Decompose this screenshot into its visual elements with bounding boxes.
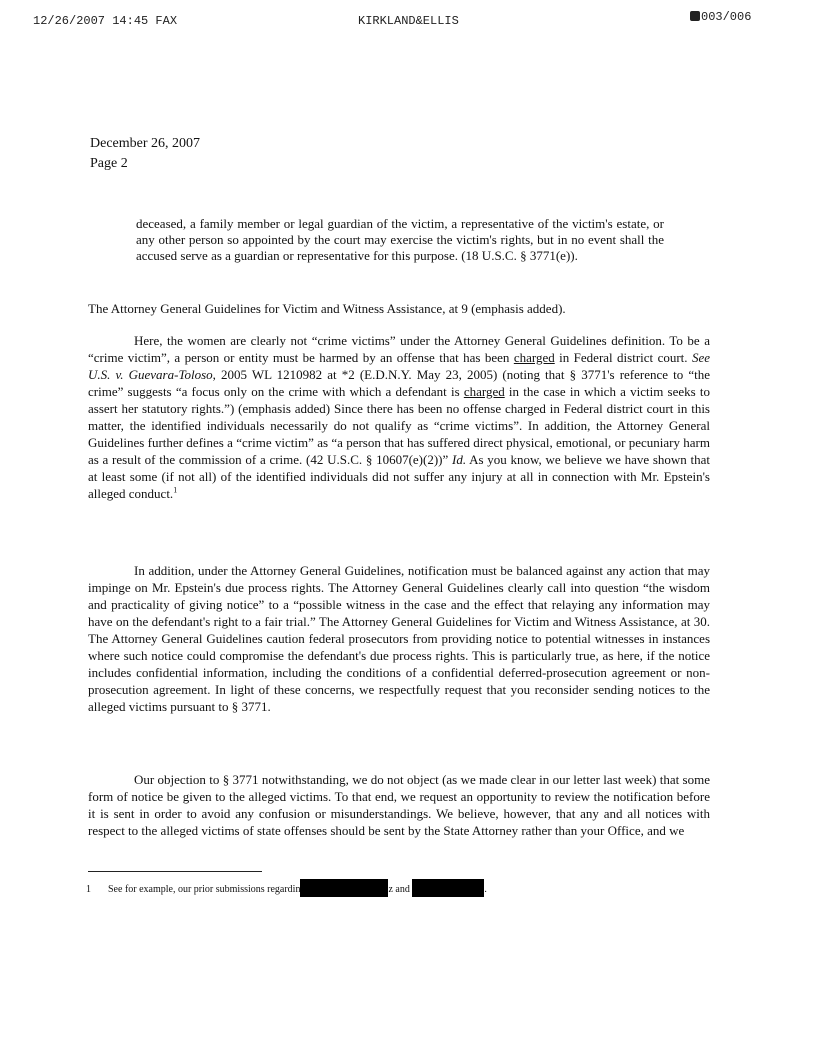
paragraph-due-process: In addition, under the Attorney General Guidelines, notification must be balanced against any action that may impinge on Mr. Epstein's due process rights. The Attorney General Guidelines clearly call into question “the wisdom and practicality of giving notice” to a “possible witness in the case and the effect that relaying any information may have on the defendant's right to a fair trial.” The Attorney General Guidelines for Victim and Witness Assistance, at 30. The Attorney General Guidelines caution federal prosecutors from providing notice to potential witnesses in instances where such notice could compromise the defendant's due process rights. This is particularly true, as here, if the notice includes confidential information, including the conditions of a confidential deferred-prosecution agreement or non-prosecution agreement. In light of these concerns, we respectfully request that you reconsider sending notices to the alleged victims pursuant to § 3771. [88,563,710,714]
fax-sender: KIRKLAND&ELLIS [358,14,459,28]
footnote: 1 See for example, our prior submissions regardin z and . [86,879,487,898]
fax-header [0,10,816,30]
block-quote: deceased, a family member or legal guardian of the victim, a representative of the victim's estate, or any other person so appointed by the court may exercise the victim's rights, but in no event shall the accused serve as a guardian or representative for this purpose. (18 U.S.C. § 3771(e)). [136,216,664,263]
quote-source: The Attorney General Guidelines for Victim and Witness Assistance, at 9 (emphasis added). [88,301,566,316]
redaction-block [412,879,484,897]
fax-page-number: 003/006 [701,10,752,24]
footnote-divider [88,871,262,872]
fax-page-icon [690,11,700,21]
redaction-block [300,879,388,897]
case-citation: See U.S. v. Guevara-Toloso [88,350,710,382]
letter-date: December 26, 2007 [90,136,201,151]
fax-timestamp: 12/26/2007 14:45 FAX [33,14,178,28]
paragraph-crime-victims: Here, the women are clearly not “crime victims” under the Attorney General Guidelines definition. To be a “crime victim”, a person or entity must be harmed by an offense that has been charged in Federal district court. See U.S. v. Guevara-Toloso, 2005 WL 1210982 at *2 (E.D.N.Y. May 23, 2005) (noting that § 3771's reference to “the crime” suggests “a focus only on the crime with which a defendant is charged in the case in which a victim seeks to assert her statutory rights.”) (emphasis added) Since there has been no offense charged in Federal district court in this matter, the identified individuals necessarily do not qualify as “crime victims”. In addition, the Attorney General Guidelines further defines a “crime victim” as “a person that has suffered direct physical, emotional, or pecuniary harm as a result of the commission of a crime. (42 U.S.C. § 10607(e)(2))” Id. As you know, we believe we have shown that at least some (if not all) of the identified individuals did not suffer any injury at all in connection with Mr. Epstein's alleged conduct.$^1$ [88,333,711,501]
paragraph-notice-objection: Our objection to § 3771 notwithstanding, we do not object (as we made clear in our letter last week) that some form of notice be given to the alleged victims. To that end, we request an opportunity to review the notification before it is sent in order to avoid any confusion or misunderstandings. We believe, however, that any and all notices with respect to the alleged victims of state offenses should be sent by the State Attorney rather than your Office, and we [88,772,710,838]
footnote-reference: 1 [173,485,178,495]
footnote-number: 1 [86,884,91,895]
page-number: Page 2 [90,156,128,171]
fax-page-counter [690,10,751,24]
